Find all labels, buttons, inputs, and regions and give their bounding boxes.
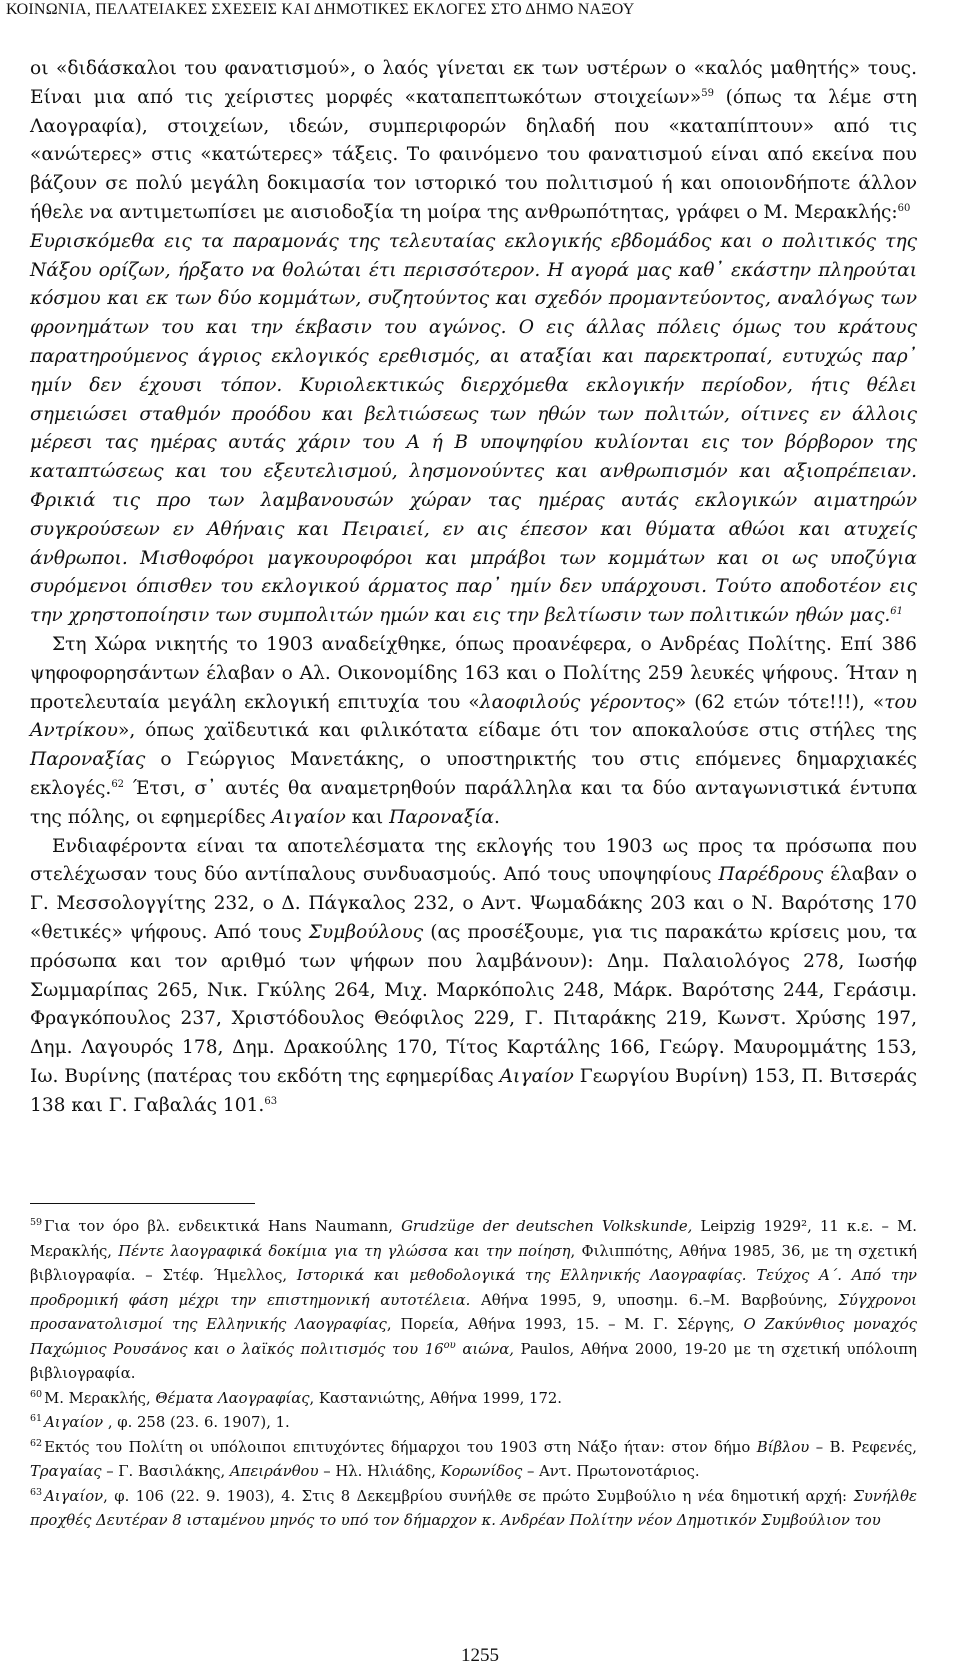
footnote-63 [30, 1485, 917, 1534]
italic-run: Αιγαίον [499, 1065, 574, 1087]
superscript: ου [443, 1339, 456, 1351]
text-run: , φ. 106 (22. 9. 1903), 4. Στις 8 Δεκεμβρίου συνήλθε σε πρώτο Συμβούλιο η νέα δημοτική αρχή: [103, 1487, 854, 1505]
text-run: Για τον όρο βλ. ενδεικτικά Hans Naumann, [44, 1218, 402, 1235]
footnote-number: 60 [30, 1388, 43, 1400]
footnote-separator [30, 1203, 255, 1204]
text-run: . [493, 806, 500, 828]
text-run: (ας προσέξουμε, για τις παρακάτω κρίσεις μου, τα πρόσωπα και τον αριθμό των ψήφων που λαμβάνουν): Δημ. Παλαιολόγος 278, Ιωσήφ Σωμμαρίπας 265, Νικ. Γκύλης 264, Μιχ. Μαρκόπολις 248, Μάρκ. Βαρότσης 244, Γεράσιμ. Φραγκόπουλος 237, Χριστόδουλος Θεόφιλος 229, Γ. Πιταράκης 219, Κωνστ. Χρύσης 197, Δημ. Λαγουρός 178, Δημ. Δρακούλης 170, Τίτος Καρτάλης 166, Γεώργ. Μαυρομμάτης 153, Ιω. Βυρίνης (πατέρας του εκδότη της εφημερίδας [30, 921, 917, 1087]
text-run: Έτσι, σ᾽ αυτές θα αναμετρηθούν παράλληλα και τα δύο ανταγωνιστικά έντυπα της πόλης, οι εφημερίδες [30, 777, 917, 828]
text-run: , Καστανιώτης, Αθήνα 1999, 172. [309, 1389, 562, 1407]
footnote-ref[interactable]: 59 [701, 87, 714, 99]
paragraph [30, 631, 917, 833]
text-run: (όπως τα λέμε στη Λαογραφία), στοιχείων, ιδεών, συμπεριφορών δηλαδή που «καταπίπτουν» από τις «ανώτερες» στις «κατώτερες» τάξεις. Το φαινόμενο του φανατισμού είναι από εκείνα που βάζουν σε πολύ μεγάλη δοκιμασία τον ιστορικό του πολιτισμού ή και οποιονδήποτε άλλον ήθελε να αντιμετωπίσει με αισιοδοξία τη μοίρα της ανθρωπότητας, γράφει ο Μ. Μερακλής: [30, 86, 917, 223]
text-run: Αθήνα 1995, 9, υποσημ. 6.–Μ. Βαρβούνης, [470, 1291, 839, 1309]
italic-run: Παροναξία [389, 806, 494, 828]
footnote-59 [30, 1215, 917, 1387]
text-run: – Γ. Βασιλάκης, [101, 1463, 230, 1480]
text-run: έλαβαν ο Γ. Μεσσολογγίτης 232, ο Δ. Πάγκαλος 232, ο Αντ. Ψωμαδάκης 203 και ο Ν. Βαρότσης 170 «θετικές» ψήφους. Από τους [30, 864, 917, 943]
footnote-ref[interactable]: 61 [890, 605, 904, 617]
italic-run: Παρέδρους [718, 864, 824, 886]
text-run: Ευρισκόμεθα εις τα παραμονάς της τελευταίας εκλογικής εβδομάδος και ο πολιτικός της Νάξου ορίζων, ήρξατο να θολώται έτι περισσότερον. Η αγορά μας καθ᾽ εκάστην πληρούται κόσμου και εκ των δύο κομμάτων, συζητούντος και σχεδόν προμαντεύοντος, αναλόγως των φρονημάτων του και την έκβασιν του αγώνος. Ο εις άλλας πόλεις όμως του κράτους παρατηρούμενος άγριος εκλογικός ερεθισμός, αι αταξίαι και παρεκτροπαί, ευτυχώς παρ᾽ ημίν δεν έχουσι τόπον. Κυριολεκτικώς διερχόμεθα εκλογικήν περίοδον, ήτις θέλει σημειώσει σταθμόν προόδου και βελτιώσεως των ηθών των πολιτών, οίτινες εν άλλοις μέρεσι τας ημέρας αυτάς χάριν του Α ή Β υποψηφίου κυλίονται εις τον βόρβορον της καταπτώσεως και του εξευτελισμού, λησμονούντες και ανθρωπισμόν και αξιοπρέπειαν. Φρικιά τις προ των λαμβανουσών χώραν τας ημέρας αυτάς εκλογικών αιματηρών συγκρούσεων εν Αθήναις και Πειραιεί, εν αις έπεσον και θύματα αθώοι και ατυχείς άνθρωποι. Μισθοφόροι μαγκουροφόροι και μπράβοι των κομμάτων και οι ως υποζύγια συρόμενοι όπισθεν του εκλογικού άρματος παρ᾽ ημίν δεν υπάρχουσι. Τούτο αποδοτέον εις την χρηστοποίησιν των συμπολιτών ημών και εις την βελτίωσιν των πολιτικών ηθών μας. [30, 230, 917, 627]
italic-run: Βίβλου [756, 1438, 810, 1456]
block-quote [30, 228, 917, 631]
running-header: ΚΟΙΝΩΝΙΑ, ΠΕΛΑΤΕΙΑΚΕΣ ΣΧΕΣΕΙΣ ΚΑΙ ΔΗΜΟΤΙΚΕΣ ΕΚΛΟΓΕΣ ΣΤΟ ΔΗΜΟ ΝΑΞΟΥ [6, 1, 635, 18]
text-run: – Β. Ρεφενές, [809, 1438, 917, 1456]
text-run: οι «διδάσκαλοι του φανατισμού», ο λαός γίνεται εκ των υστέρων ο «καλός μαθητής» τους. Είναι μια από τις χείριστες μορφές «καταπεπτωκότων στοιχείων» [30, 58, 917, 108]
footnote-number: 61 [30, 1413, 43, 1425]
footnote-number: 62 [30, 1437, 43, 1449]
text-run: Ενδιαφέροντα είναι τα αποτελέσματα της εκλογής του 1903 ως προς τα πρόσωπα που στελέχωσαν τους δύο αντίπαλους συνδυασμούς. Από τους υποψηφίους [30, 835, 917, 886]
text-run: Στη Χώρα νικητής το 1903 αναδείχθηκε, όπως προανέφερα, ο Ανδρέας Πολίτης. Επί 386 ψηφοφορησάντων έλαβαν ο Αλ. Οικονομίδης 163 και ο Πολίτης 259 λευκές ψήφους. Ήταν η προτελευταία μεγάλη εκλογική επιτυχία του « [30, 633, 917, 713]
text-run: Leipzig 1929², 11 κ.ε. – Μ. Μερακλής, [30, 1218, 918, 1260]
italic-run: Απειράνθου [229, 1463, 319, 1480]
italic-run: Παροναξίας [30, 749, 146, 771]
footnote-ref[interactable]: 63 [264, 1095, 278, 1107]
italic-run: Κορωνίδος [440, 1463, 523, 1480]
italic-run: Ιστορικά και μεθοδολογικά της Ελληνικής Λαογραφίας. Τεύχος Α΄. Από την προδρομική φάση μέχρι την επιστημονική αυτοτέλεια. [30, 1267, 918, 1309]
footnote-60 [30, 1387, 917, 1412]
text-run: Μ. Μερακλής, [44, 1389, 156, 1407]
paragraph [30, 833, 917, 1121]
italic-run: Αιγαίον [44, 1414, 104, 1431]
italic-run: Πέντε λαογραφικά δοκίμια για τη γλώσσα και την ποίηση [118, 1242, 571, 1260]
italic-run: λαοφιλούς γέροντος [479, 691, 675, 713]
footnote-number: 59 [30, 1217, 43, 1229]
footnote-number: 63 [30, 1486, 43, 1498]
italic-run: του Αντρίκου [30, 691, 917, 742]
text-run: », όπως χαϊδευτικά και φιλικότατα είδαμε ότι τον αποκαλούσε στις στήλες της [117, 720, 917, 742]
italic-run: Αιγαίον [44, 1487, 104, 1505]
text-run: Εκτός του Πολίτη οι υπόλοιποι επιτυχόντες δήμαρχοι του 1903 στη Νάξο ήταν: στον δήμο [44, 1438, 757, 1456]
text-run: ο Γεώργιος Μανετάκης, ο υποστηρικτής του στις επόμενες δημαρχιακές εκλογές. [30, 749, 917, 799]
footnotes [30, 1215, 917, 1534]
text-run: , Φιλιππότης, Αθήνα 1985, 36, με τη σχετική βιβλιογραφία. – Στέφ. Ήμελλος, [30, 1242, 917, 1284]
text-run: Paulos, Αθήνα 2000, 19-20 με τη σχετική υπόλοιπη βιβλιογραφία. [30, 1340, 917, 1382]
italic-run: Συνήλθε προχθές Δευτέραν 8 ισταμένου μηνός το υπό τον δήμαρχον κ. Ανδρέαν Πολίτην νέον Δημοτικόν Συμβούλιον του [30, 1487, 917, 1529]
italic-run: Σύγχρονοι προσανατολισμοί της Ελληνικής Λαογραφίας [30, 1291, 917, 1333]
text-run: Γεωργίου Βυρίνη) 153, Π. Βιτσεράς 138 και Γ. Γαβαλάς 101. [30, 1065, 917, 1116]
text-run: – Ηλ. Ηλιάδης, [318, 1463, 441, 1480]
footnote-61 [30, 1411, 917, 1436]
text-run: – Αντ. Πρωτονοτάριος. [522, 1463, 700, 1480]
page-number: 1255 [461, 1645, 499, 1666]
footnote-62 [30, 1436, 917, 1485]
italic-run: Τραγαίας [30, 1463, 102, 1480]
text-run: , φ. 258 (23. 6. 1907), 1. [103, 1414, 290, 1431]
italic-run: Θέματα Λαογραφίας [155, 1389, 310, 1407]
footnote-ref[interactable]: 62 [111, 778, 125, 790]
italic-run: Grudzüge der deutschen Volkskunde, [401, 1218, 693, 1235]
text-run: » (62 ετών τότε!!!), « [674, 691, 885, 713]
paragraph [30, 55, 917, 228]
text-run: και [345, 806, 390, 828]
italic-run: αιώνα, [455, 1340, 514, 1358]
italic-run: Συμβούλους [308, 921, 424, 943]
footnote-ref[interactable]: 60 [897, 202, 911, 214]
italic-run: Ο Ζακύνθιος μοναχός Παχώμιος Ρουσάνος και ο λαϊκός πολιτισμός του 16 [30, 1316, 917, 1358]
italic-run: Αιγαίον [271, 806, 346, 828]
body-text [30, 55, 917, 1120]
text-run: , Πορεία, Αθήνα 1993, 15. – Μ. Γ. Σέργης, [386, 1316, 744, 1333]
